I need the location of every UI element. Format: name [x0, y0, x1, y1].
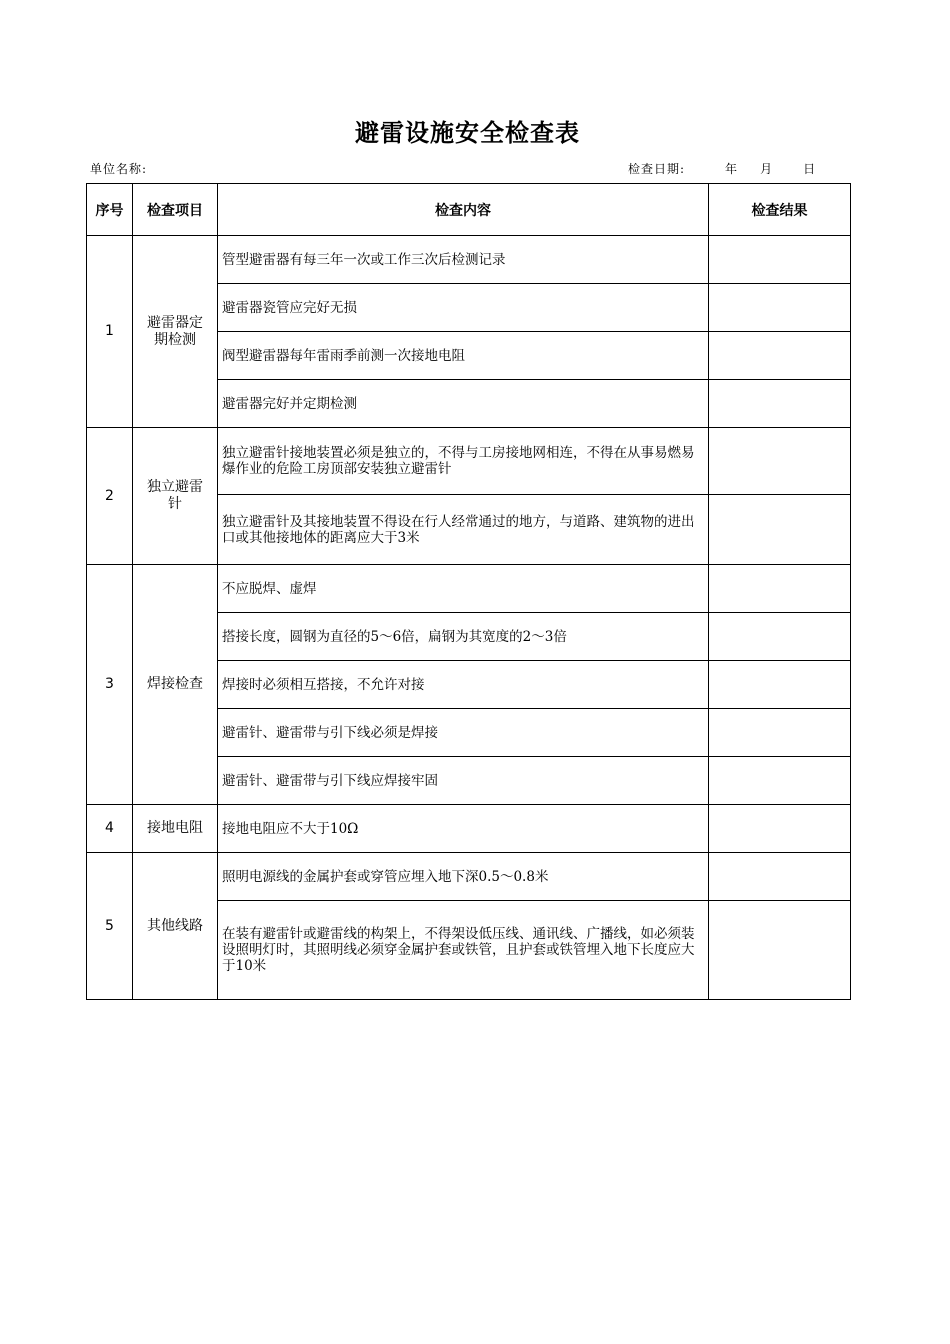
result-cell[interactable]	[709, 805, 851, 853]
header-content: 检查内容	[218, 184, 709, 236]
year-label: 年	[725, 162, 739, 176]
check-content: 焊接时必须相互搭接，不允许对接	[218, 661, 709, 709]
result-cell[interactable]	[709, 495, 851, 565]
result-cell[interactable]	[709, 757, 851, 805]
row-number: 4	[87, 805, 133, 853]
page-title: 避雷设施安全检查表	[355, 119, 580, 147]
check-content: 在装有避雷针或避雷线的构架上，不得架设低压线、通讯线、广播线，如必须装设照明灯时，其照明线必须穿金属护套或铁管，且护套或铁管埋入地下长度应大于10米	[218, 901, 709, 1000]
result-cell[interactable]	[709, 709, 851, 757]
result-cell[interactable]	[709, 380, 851, 428]
result-cell[interactable]	[709, 332, 851, 380]
header-item: 检查项目	[133, 184, 218, 236]
check-item: 接地电阻	[133, 805, 218, 853]
check-content: 阀型避雷器每年雷雨季前测一次接地电阻	[218, 332, 709, 380]
result-cell[interactable]	[709, 853, 851, 901]
check-content: 独立避雷针及其接地装置不得设在行人经常通过的地方，与道路、建筑物的进出口或其他接地体的距离应大于3米	[218, 495, 709, 565]
check-item: 避雷器定期检测	[133, 236, 218, 428]
check-content: 接地电阻应不大于10Ω	[218, 805, 709, 853]
check-item: 其他线路	[133, 853, 218, 1000]
result-cell[interactable]	[709, 236, 851, 284]
table-row	[87, 428, 851, 495]
day-label: 日	[803, 162, 817, 176]
row-number: 1	[87, 236, 133, 428]
table-row	[87, 236, 851, 284]
check-item: 焊接检查	[133, 565, 218, 805]
row-number: 2	[87, 428, 133, 565]
inspection-table	[86, 183, 851, 1000]
check-item: 独立避雷针	[133, 428, 218, 565]
result-cell[interactable]	[709, 428, 851, 495]
row-number: 5	[87, 853, 133, 1000]
check-content: 避雷针、避雷带与引下线应焊接牢固	[218, 757, 709, 805]
table-row	[87, 853, 851, 901]
header-result: 检查结果	[709, 184, 851, 236]
check-content: 避雷针、避雷带与引下线必须是焊接	[218, 709, 709, 757]
check-content: 搭接长度，圆钢为直径的5～6倍，扁钢为其宽度的2～3倍	[218, 613, 709, 661]
check-date	[628, 160, 816, 177]
check-date-label: 检查日期:	[628, 162, 686, 176]
result-cell[interactable]	[709, 901, 851, 1000]
result-cell[interactable]	[709, 613, 851, 661]
row-number: 3	[87, 565, 133, 805]
result-cell[interactable]	[709, 284, 851, 332]
table-row	[87, 805, 851, 853]
header-no: 序号	[87, 184, 133, 236]
check-content: 不应脱焊、虚焊	[218, 565, 709, 613]
check-content: 独立避雷针接地装置必须是独立的，不得与工房接地网相连，不得在从事易燃易爆作业的危险工房顶部安装独立避雷针	[218, 428, 709, 495]
month-label: 月	[760, 162, 774, 176]
table-row	[87, 565, 851, 613]
result-cell[interactable]	[709, 661, 851, 709]
unit-name-label: 单位名称:	[90, 162, 148, 176]
check-content: 照明电源线的金属护套或穿管应埋入地下深0.5～0.8米	[218, 853, 709, 901]
check-content: 避雷器瓷管应完好无损	[218, 284, 709, 332]
check-content: 管型避雷器有每三年一次或工作三次后检测记录	[218, 236, 709, 284]
result-cell[interactable]	[709, 565, 851, 613]
check-content: 避雷器完好并定期检测	[218, 380, 709, 428]
